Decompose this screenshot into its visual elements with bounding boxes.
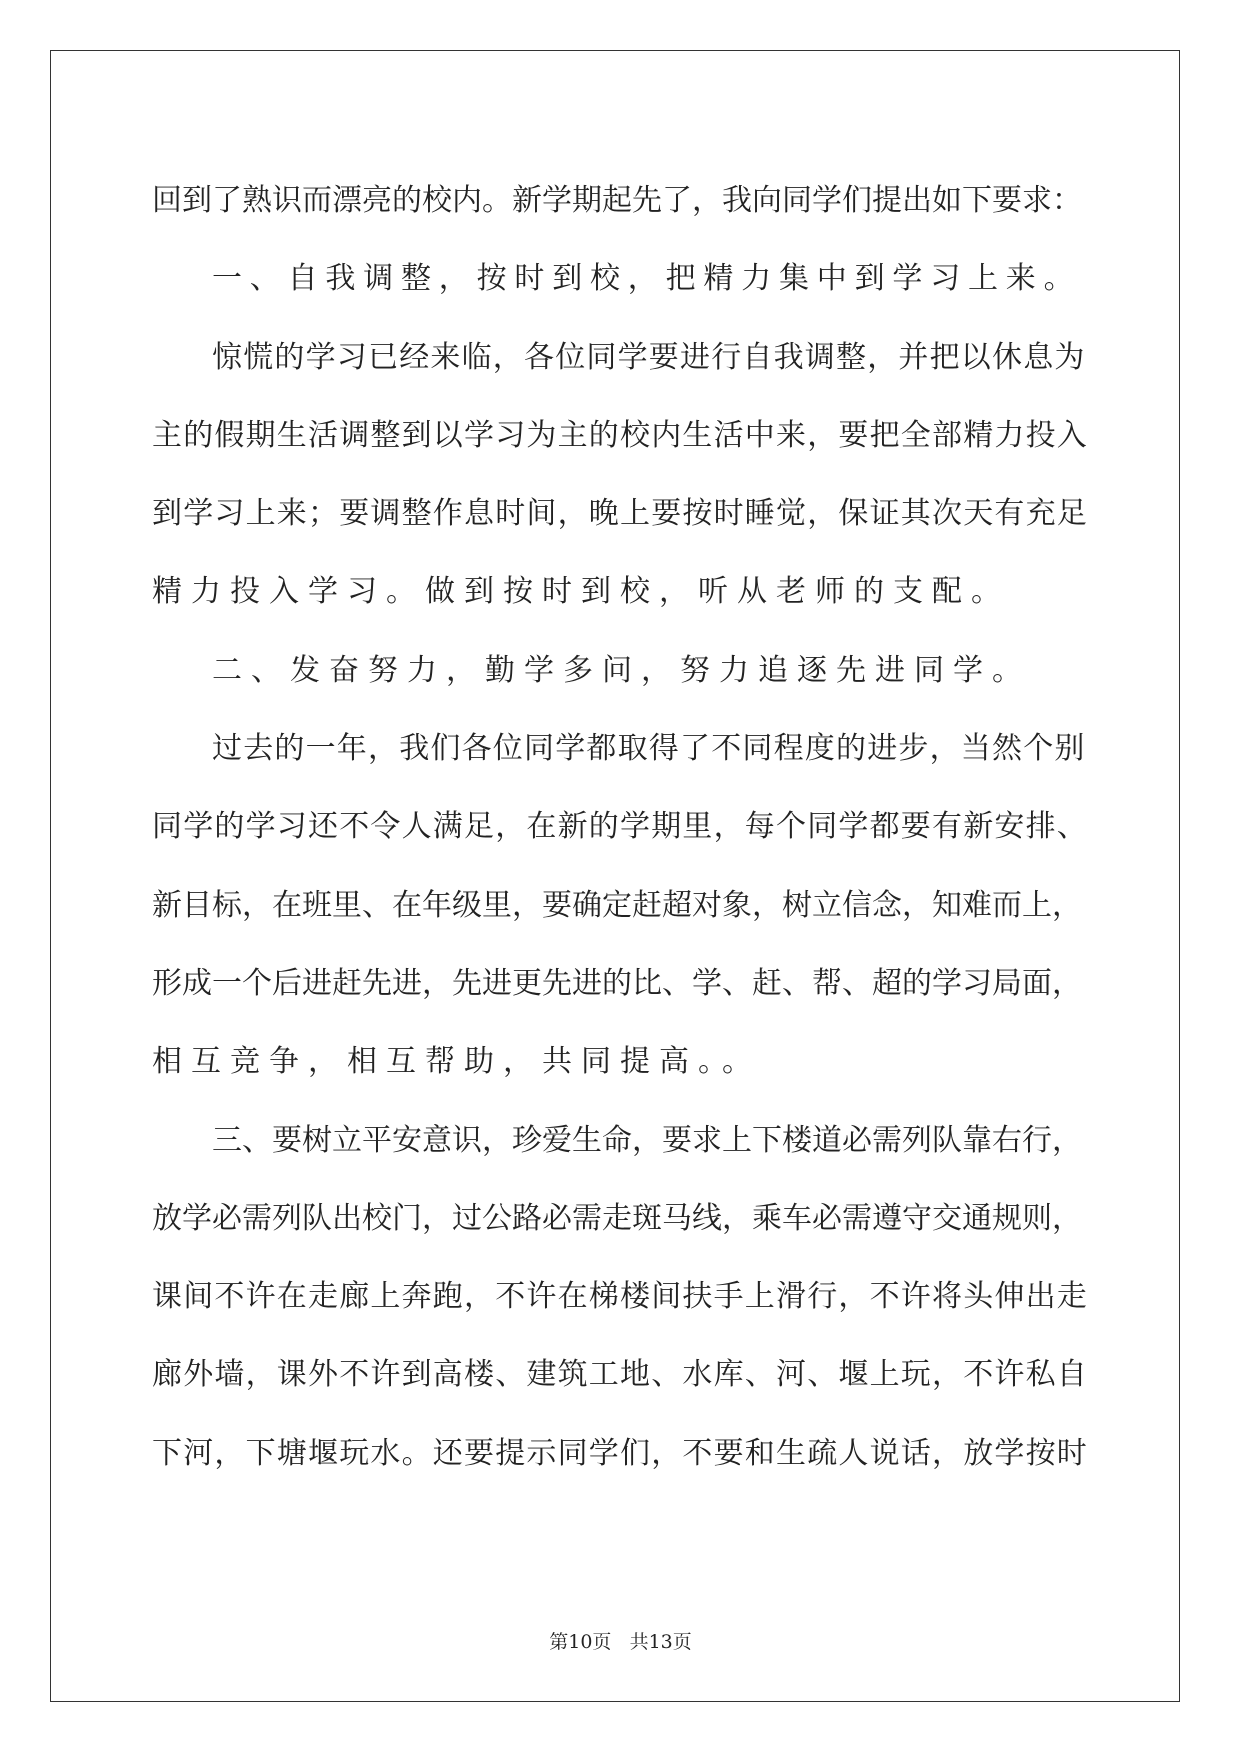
text-line: 相互竞争，相互帮助，共同提高。。 [152, 1044, 761, 1080]
text-line: 回到了熟识而漂亮的校内。新学期起先了，我向同学们提出如下要求： [152, 183, 1082, 218]
text-line: 精力投入学习。做到按时到校，听从老师的支配。 [152, 574, 1010, 610]
text-line: 放学必需列队出校门，过公路必需走斑马线，乘车必需遵守交通规则， [152, 1200, 1082, 1236]
text-line: 过去的一年，我们各位同学都取得了不同程度的进步，当然个别 [212, 731, 1086, 767]
page-number-total: 共13页 [629, 1631, 692, 1653]
text-line: 同学的学习还不令人满足，在新的学期里，每个同学都要有新安排、 [152, 809, 1088, 845]
page-footer [0, 1628, 1241, 1656]
text-line: 新目标，在班里、在年级里，要确定赶超对象，树立信念，知难而上， [152, 887, 1082, 923]
text-line: 到学习上来；要调整作息时间，晚上要按时睡觉，保证其次天有充足 [152, 496, 1088, 532]
text-line: 形成一个后进赶先进，先进更先进的比、学、赶、帮、超的学习局面， [152, 965, 1082, 1001]
text-line: 下河，下塘堰玩水。还要提示同学们，不要和生疏人说话，放学按时 [152, 1435, 1088, 1471]
text-line: 二、发奋努力，勤学多问，努力追逐先进同学。 [212, 652, 1031, 688]
text-line: 课间不许在走廊上奔跑，不许在梯楼间扶手上滑行，不许将头伸出走 [152, 1279, 1088, 1315]
text-line: 惊慌的学习已经来临，各位同学要进行自我调整，并把以休息为 [212, 339, 1086, 375]
document-body [152, 171, 1089, 1502]
text-line: 廊外墙，课外不许到高楼、建筑工地、水库、河、堰上玩，不许私自 [152, 1357, 1088, 1393]
page-number-current: 第10页 [549, 1631, 612, 1653]
text-line: 一、自我调整，按时到校，把精力集中到学习上来。 [212, 261, 1082, 297]
text-line: 主的假期生活调整到以学习为主的校内生活中来，要把全部精力投入 [152, 417, 1088, 453]
text-line: 三、要树立平安意识，珍爱生命，要求上下楼道必需列队靠右行， [212, 1122, 1082, 1158]
footer-separator [611, 1631, 629, 1653]
